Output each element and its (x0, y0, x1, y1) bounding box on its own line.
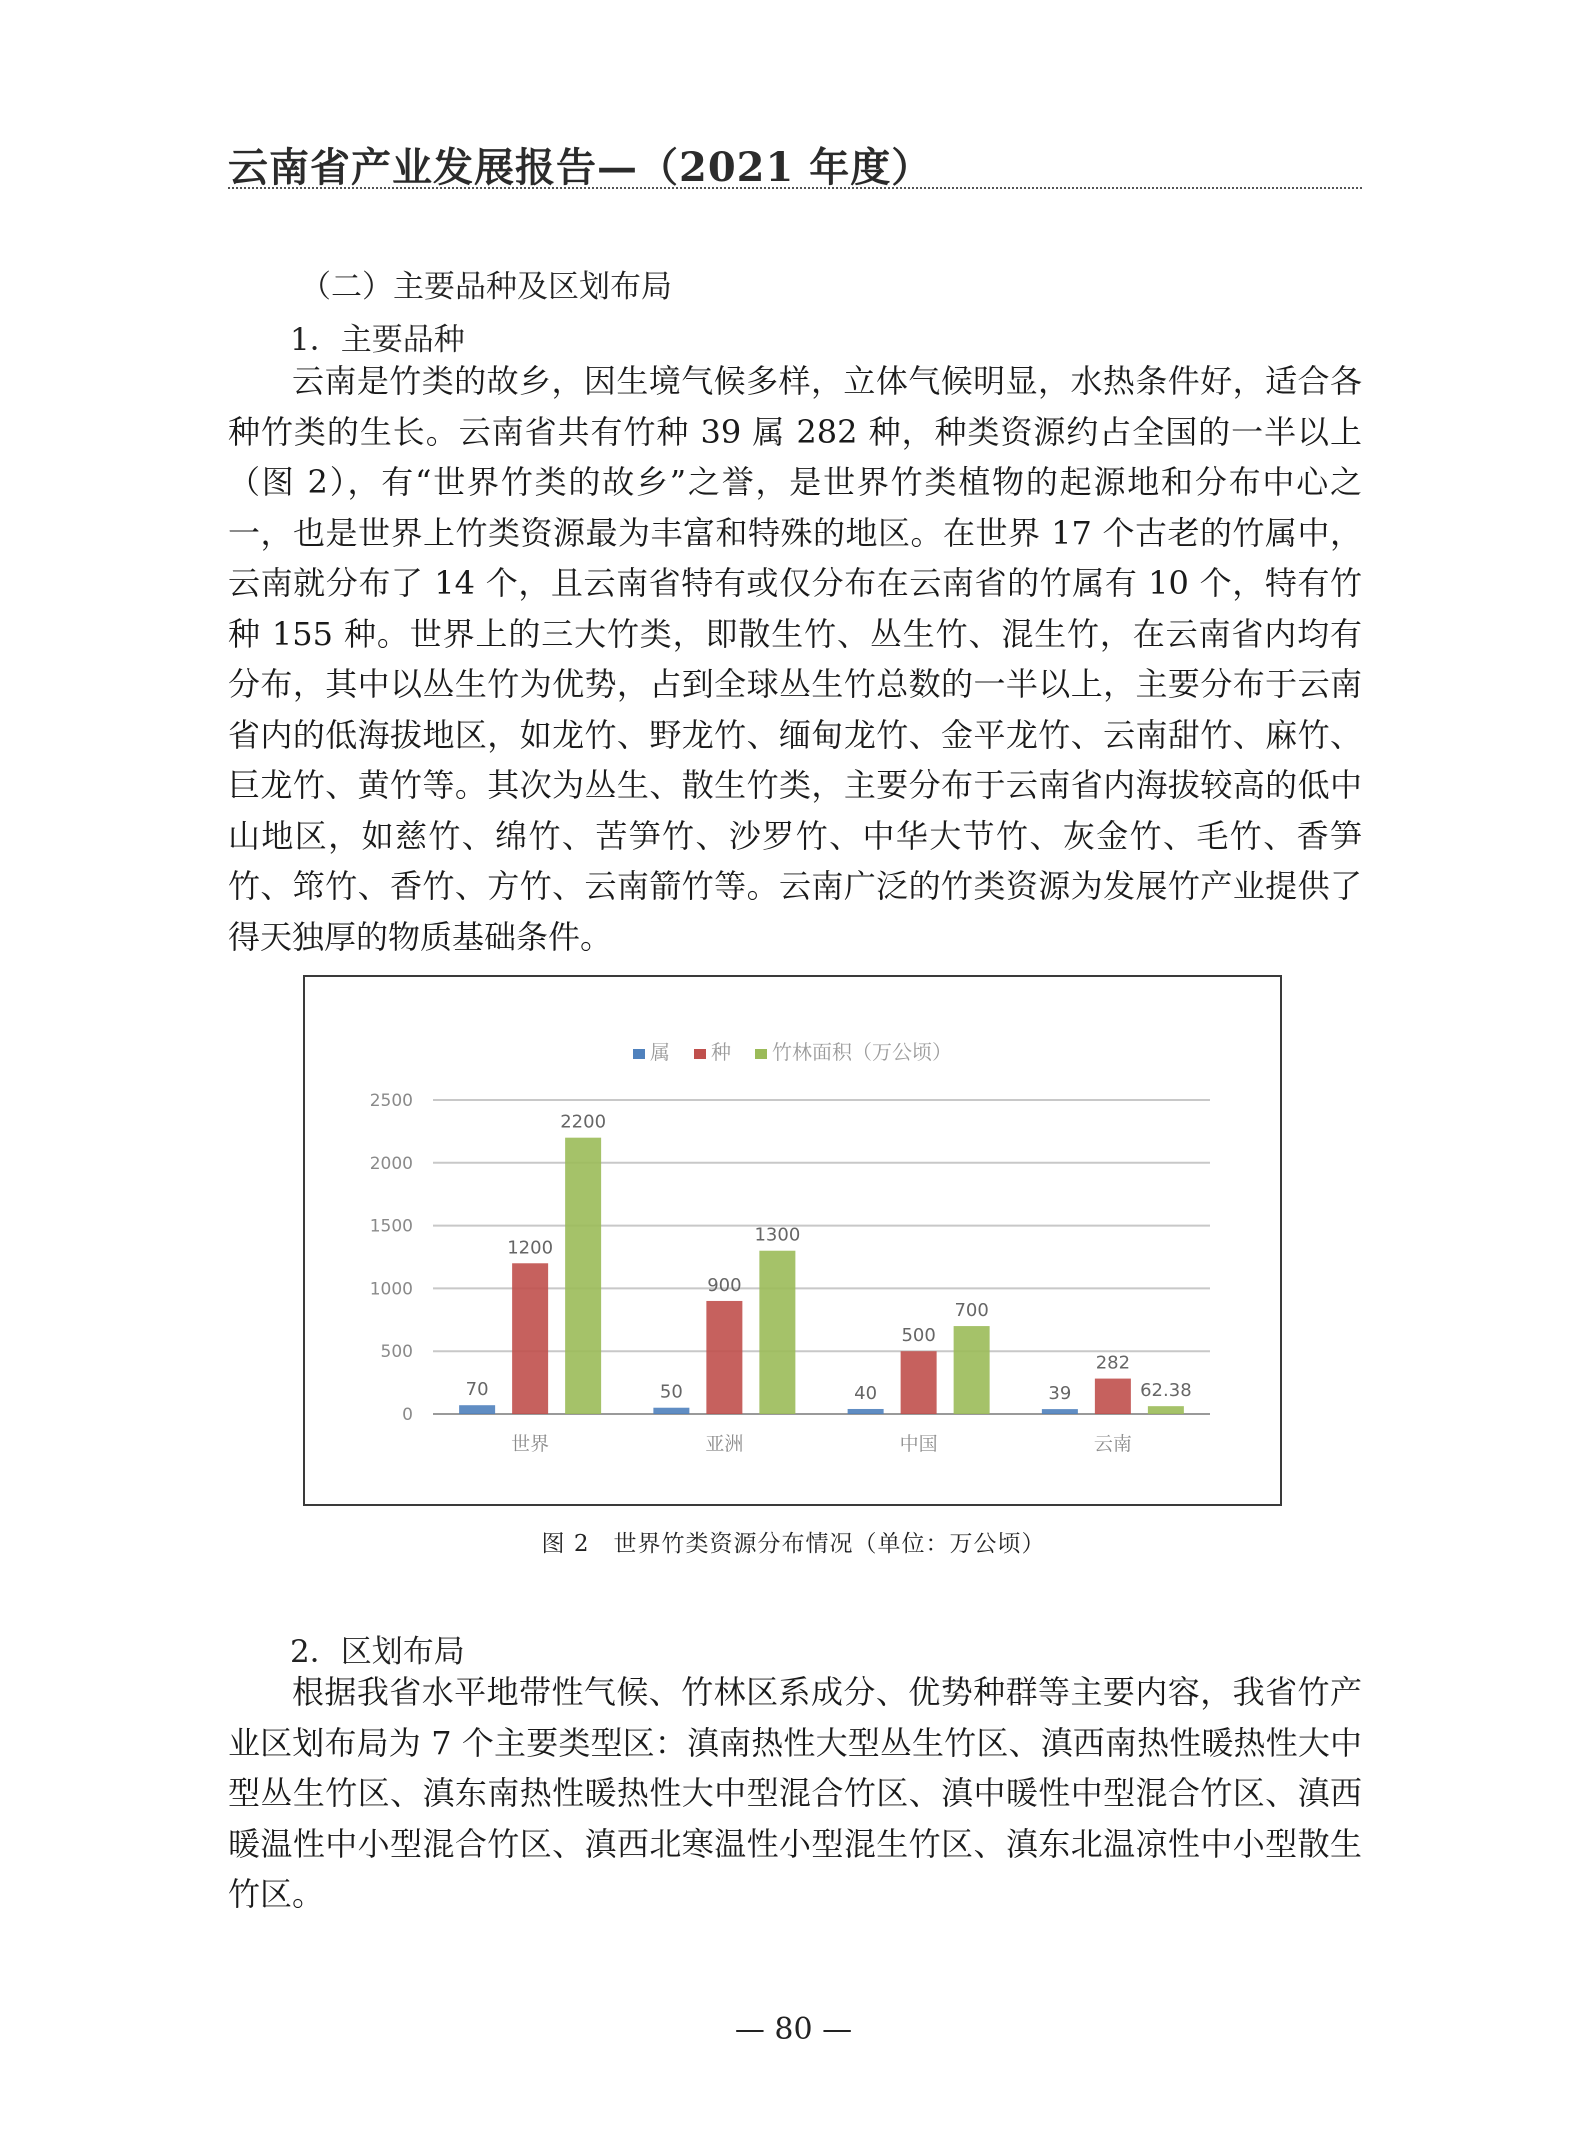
y-tick-label-2000: 2000 (369, 1153, 413, 1174)
data-label-世界-属: 70 (465, 1379, 489, 1401)
data-label-世界-种: 1200 (507, 1237, 554, 1259)
bar-亚洲-种 (706, 1301, 742, 1414)
legend-swatch-竹林面积（万公顷） (755, 1049, 767, 1059)
running-header: 云南省产业发展报告—（2021 年度） (228, 144, 933, 191)
data-label-世界-竹林面积（万公顷）: 2200 (560, 1111, 607, 1133)
x-tick-label-中国: 中国 (899, 1433, 938, 1455)
header-rule (228, 187, 1362, 189)
paragraph-varieties: 云南是竹类的故乡，因生境气候多样，立体气候明显，水热条件好，适合各种竹类的生长。云南省共有竹种 39 属 282 种，种类资源约占全国的一半以上（图 2），有“世界竹类的故乡”之誉，是世界竹类植物的起源地和分布中心之一，也是世界上竹类资源最为丰富和特殊的地区。在世界 17 个古老的竹属中，云南就分布了 14 个，且云南省特有或仅分布在云南省的竹属有 10 个，特有竹种 155 种。世界上的三大竹类，即散生竹、丛生竹、混生竹，在云南省内均有分布，其中以丛生竹为优势，占到全球丛生竹总数的一半以上，主要分布于云南省内的低海拔地区，如龙竹、野龙竹、缅甸龙竹、金平龙竹、云南甜竹、麻竹、巨龙竹、黄竹等。其次为丛生、散生竹类，主要分布于云南省内海拔较高的低中山地区，如慈竹、绵竹、苦笋竹、沙罗竹、中华大节竹、灰金竹、毛竹、香笋竹、筇竹、香竹、方竹、云南箭竹等。云南广泛的竹类资源为发展竹产业提供了得天独厚的物质基础条件。 (228, 362, 1362, 956)
y-tick-label-1000: 1000 (369, 1279, 413, 1300)
bar-亚洲-属 (653, 1408, 689, 1414)
y-tick-label-0: 0 (402, 1405, 413, 1425)
x-tick-label-亚洲: 亚洲 (705, 1433, 744, 1455)
figure-caption: 图 2 世界竹类资源分布情况（单位：万公顷） (541, 1531, 1046, 1557)
data-label-云南-竹林面积（万公顷）: 62.38 (1140, 1380, 1192, 1402)
paragraph-layout: 根据我省水平地带性气候、竹林区系成分、优势种群等主要内容，我省竹产业区划布局为 7 个主要类型区：滇南热性大型丛生竹区、滇西南热性暖热性大中型丛生竹区、滇东南热性暖热性大中型混合竹区、滇中暖性中型混合竹区、滇西暖温性中小型混合竹区、滇西北寒温性小型混生竹区、滇东北温凉性中小型散生竹区。 (228, 1673, 1362, 1913)
bar-世界-种 (512, 1263, 548, 1414)
data-label-云南-属: 39 (1048, 1383, 1072, 1405)
section-title: （二）主要品种及区划布局 (300, 269, 672, 305)
y-tick-label-1500: 1500 (369, 1216, 413, 1237)
y-tick-label-2500: 2500 (369, 1091, 413, 1111)
data-label-中国-属: 40 (854, 1382, 878, 1404)
subsection-title-layout: 2．区划布局 (290, 1634, 465, 1670)
bar-世界-竹林面积（万公顷） (565, 1138, 601, 1414)
page-number: — 80 — (734, 2012, 853, 2047)
x-tick-label-世界: 世界 (511, 1433, 550, 1455)
legend-label-竹林面积（万公顷）: 竹林面积（万公顷） (772, 1040, 952, 1064)
bar-云南-种 (1095, 1379, 1131, 1414)
legend-swatch-种 (694, 1049, 706, 1059)
bar-世界-属 (459, 1405, 495, 1414)
y-tick-label-500: 500 (380, 1342, 413, 1363)
data-label-中国-种: 500 (901, 1325, 936, 1347)
bar-中国-种 (901, 1351, 937, 1414)
data-label-亚洲-种: 900 (707, 1274, 742, 1296)
data-label-中国-竹林面积（万公顷）: 700 (954, 1300, 989, 1322)
data-label-云南-种: 282 (1095, 1352, 1131, 1374)
bar-云南-属 (1042, 1409, 1078, 1414)
figure-frame (303, 975, 1282, 1506)
legend-label-种: 种 (711, 1040, 731, 1064)
subsection-title-varieties: 1．主要品种 (290, 322, 465, 358)
x-tick-label-云南: 云南 (1093, 1433, 1132, 1455)
bar-云南-竹林面积（万公顷） (1148, 1406, 1184, 1414)
bar-亚洲-竹林面积（万公顷） (759, 1251, 795, 1414)
bar-中国-竹林面积（万公顷） (954, 1326, 990, 1414)
data-label-亚洲-属: 50 (659, 1381, 683, 1403)
legend-swatch-属 (633, 1049, 645, 1059)
legend-label-属: 属 (650, 1040, 670, 1064)
bar-中国-属 (848, 1409, 884, 1414)
bar-chart (305, 977, 1280, 1504)
data-label-亚洲-竹林面积（万公顷）: 1300 (754, 1224, 801, 1246)
